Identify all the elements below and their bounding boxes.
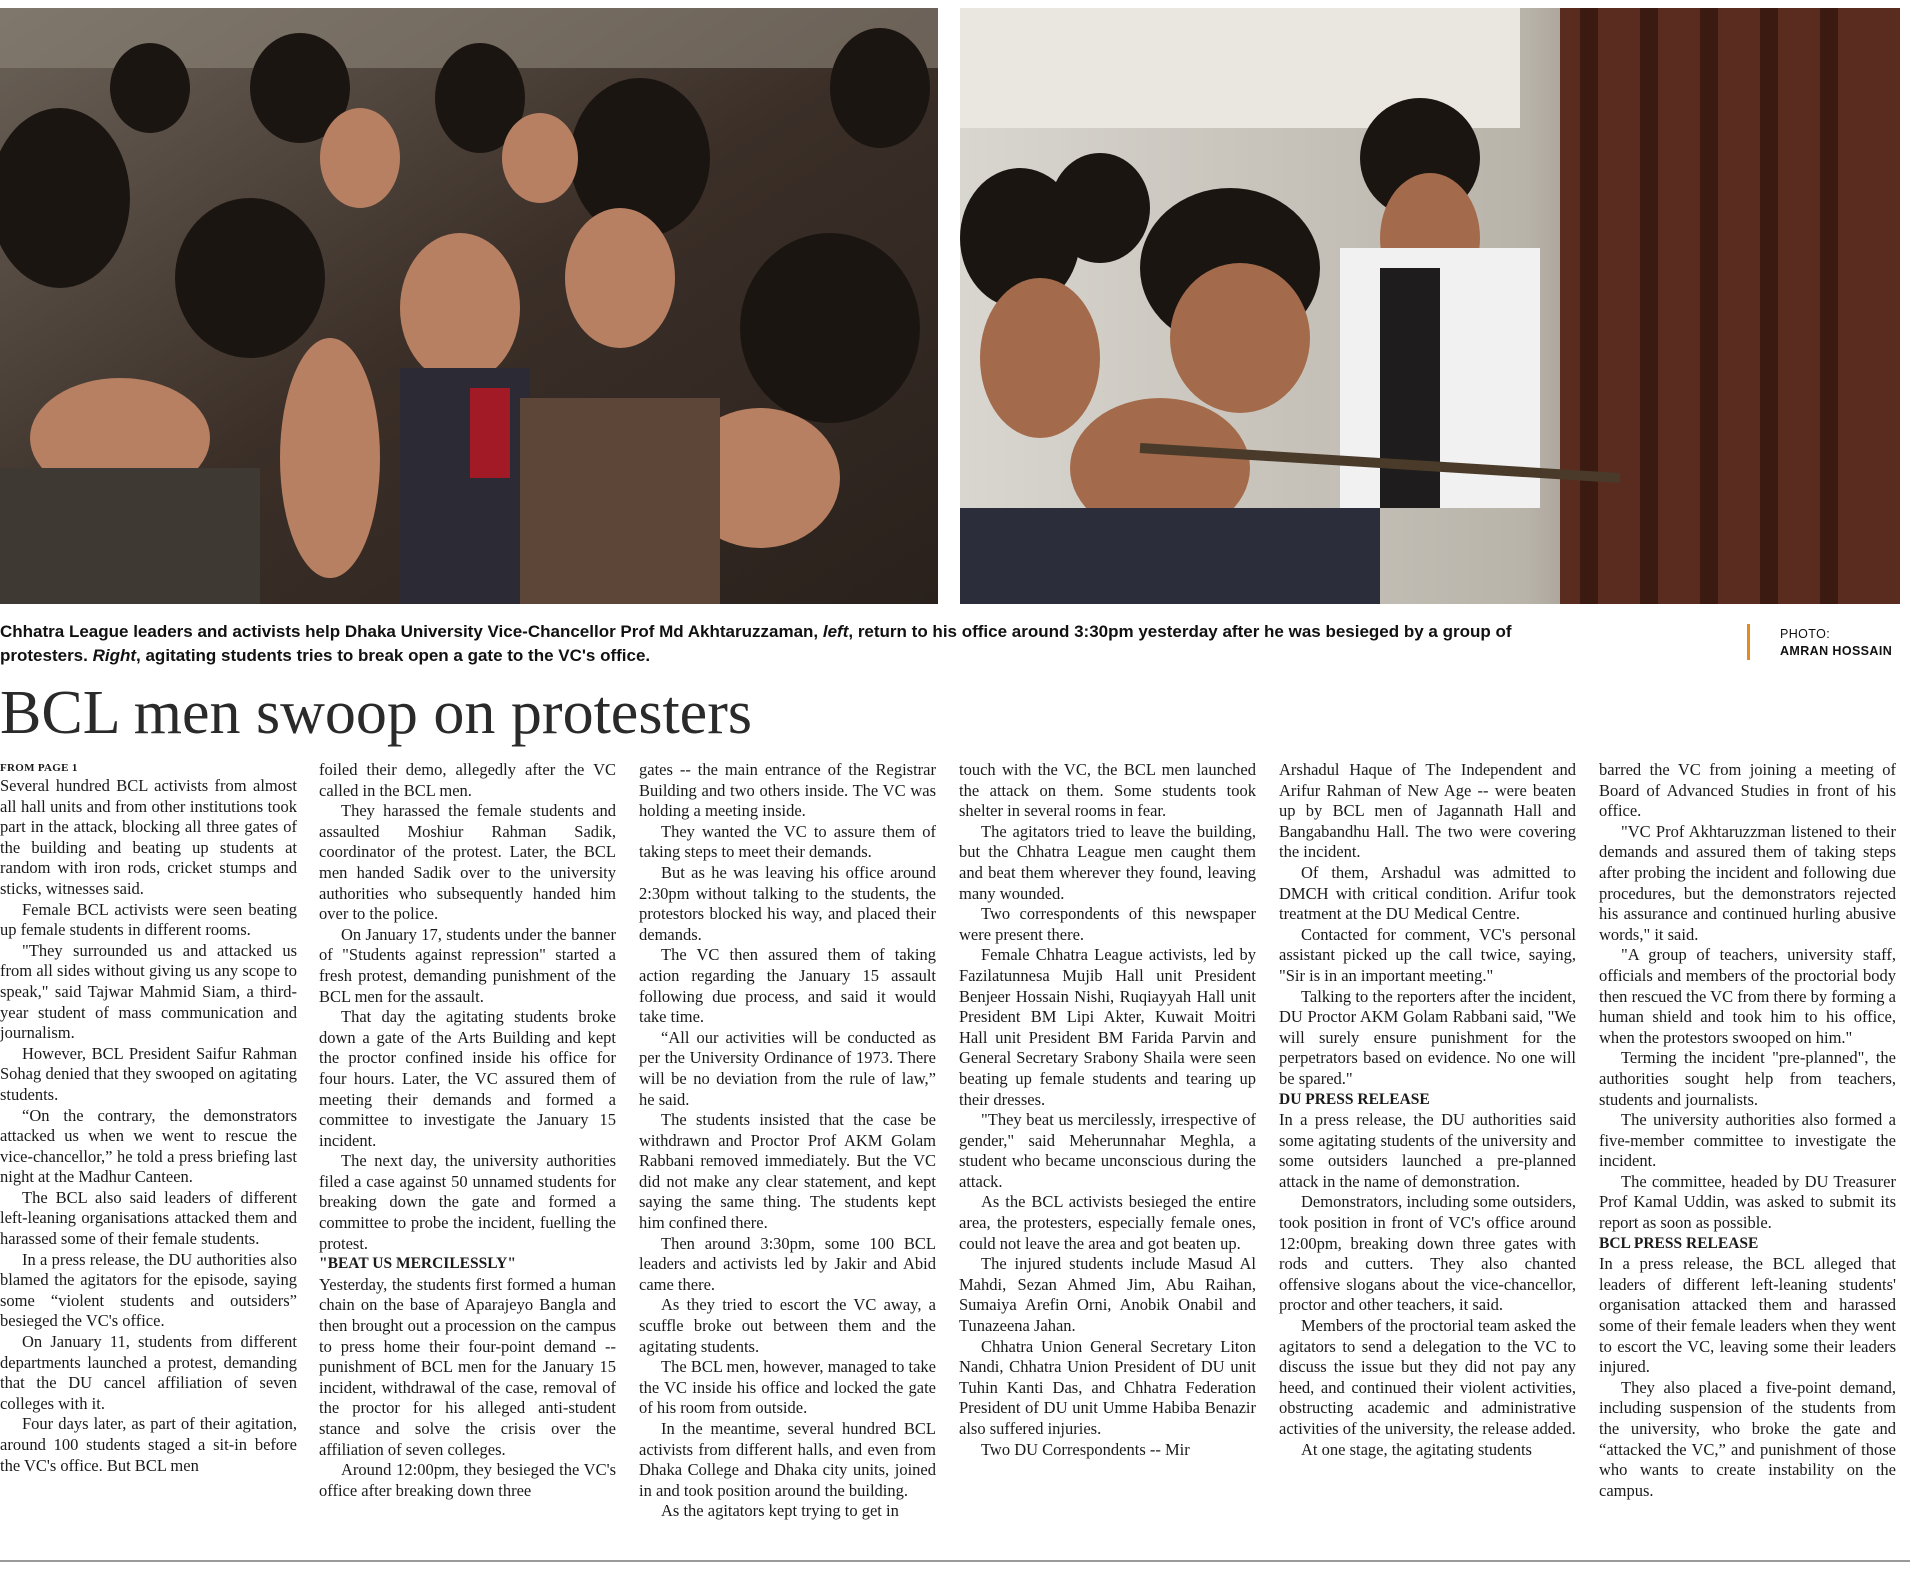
paragraph: Two DU Correspondents -- Mir — [981, 1439, 1190, 1459]
article-column-2 — [319, 760, 616, 1550]
paragraph: "They surrounded us and attacked us from all sides without giving us any scope to speak," said Tajwar Mahmid Siam, a third-year student of mass communication and journalism. — [0, 940, 297, 1043]
paragraph: In a press release, the DU authorities said some agitating students of the university and some outsiders launched a pre-planned attack in the name of demonstration. — [1279, 1110, 1576, 1191]
paragraph: Around 12:00pm, they besieged the VC's office after breaking down three — [319, 1460, 616, 1500]
paragraph: The VC then assured them of taking action regarding the January 15 assault following due process, and said it would take time. — [639, 945, 936, 1027]
paragraph: Several hundred BCL activists from almost all hall units and from other institutions took part in the attack, blocking all three gates of the building and beating up students at random with iron rods, cricket stumps and sticks, witnesses said. — [0, 776, 297, 898]
paragraph: “On the contrary, the demonstrators attacked us when we went to rescue the vice-chancellor,” he told a press briefing last night at the Madhur Canteen. — [0, 1105, 297, 1187]
paragraph: But as he was leaving his office around 2:30pm without talking to the students, the protestors blocked his way, and placed their demands. — [639, 862, 936, 944]
paragraph: Female BCL activists were seen beating up female students in different rooms. — [0, 899, 297, 940]
paragraph: On January 11, students from different departments launched a protest, demanding that the DU cancel affiliation of seven colleges with it. — [0, 1332, 297, 1413]
caption-right-word: Right — [92, 646, 137, 665]
paragraph: The committee, headed by DU Treasurer Prof Kamal Uddin, was asked to submit its report as soon as possible. — [1599, 1171, 1896, 1233]
paragraph: The agitators tried to leave the building, but the Chhatra League men caught them and beat them wherever they found, leaving many wounded. — [959, 821, 1256, 903]
paragraph: "A group of teachers, university staff, officials and members of the proctorial body then rescued the VC from there by forming a human shield and took him to his office, when the protestors swooped on him." — [1599, 945, 1896, 1047]
paragraph: "They beat us mercilessly, irrespective of gender," said Meherunnahar Meghla, a student who became unconscious during the attack. — [959, 1110, 1256, 1191]
photo-right-students-breaking-gate — [960, 8, 1900, 604]
paragraph: Contacted for comment, VC's personal assistant picked up the call twice, saying, "Sir is in an important meeting." — [1279, 924, 1576, 985]
paragraph: Female Chhatra League activists, led by Fazilatunnesa Mujib Hall unit President Benjeer Hossain Nishi, Ruqiayyah Hall unit President BM Lipi Akter, Kuwait Moitri Hall unit President BM Farida Parvin and General Secretary Srabony Shaila were seen beating up female students and tearing up their dresses. — [959, 945, 1256, 1109]
paragraph: Yesterday, the students first formed a human chain on the base of Aparajeyo Bangla and then brought out a procession on the campus to press home their four-point demand -- punishment of BCL men for the January 15 incident, withdrawal of the case, removal of the proctor for his alleged anti-student stance and solve the crisis over the affiliation of seven colleges. — [319, 1274, 616, 1459]
bottom-rule — [0, 1560, 1910, 1562]
paragraph: They also placed a five-point demand, including suspension of the students from the university, who broke the gate and “attacked the VC,” and punishment of those who wants to create instability on the campus. — [1599, 1377, 1896, 1500]
credit-accent-bar — [1747, 624, 1750, 660]
paragraph: Demonstrators, including some outsiders, took position in front of VC's office around 12:00pm, breaking down three gates with rods and cutters. They also chanted offensive slogans about the vice-chancellor, proctor and other teachers, it said. — [1279, 1192, 1576, 1315]
paragraph: Chhatra Union General Secretary Liton Nandi, Chhatra Union President of DU unit Tuhin Kanti Das, and Chhatra Federation President of DU unit Umme Habiba Benazir also suffered injuries. — [959, 1336, 1256, 1438]
paragraph: At one stage, the agitating students — [1301, 1439, 1532, 1459]
paragraph: Then around 3:30pm, some 100 BCL leaders and activists led by Jakir and Abid came there. — [639, 1233, 936, 1294]
kicker: FROM PAGE 1 — [0, 762, 78, 774]
paragraph: “All our activities will be conducted as per the University Ordinance of 1973. There will be no deviation from the rule of law,” he said. — [639, 1027, 936, 1109]
credit-name: AMRAN HOSSAIN — [1780, 644, 1893, 658]
paragraph: They wanted the VC to assure them of taking steps to meet their demands. — [639, 821, 936, 862]
paragraph: The students insisted that the case be withdrawn and Proctor Prof AKM Golam Rabbani removed immediately. But the VC did not make any clear statement, and kept saying the same thing. The students kept him confined there. — [639, 1110, 936, 1233]
paragraph: That day the agitating students broke down a gate of the Arts Building and kept the proctor confined inside his office for four hours. Later, the VC assured them of meeting their demands and formed a committee to investigate the January 15 incident. — [319, 1007, 616, 1150]
article-column-4 — [959, 760, 1256, 1550]
paragraph: The next day, the university authorities filed a case against 50 unnamed students for breaking down the gate and formed a committee to probe the incident, fuelling the protest. — [319, 1151, 616, 1253]
article-column-1 — [0, 760, 297, 1550]
paragraph: gates -- the main entrance of the Registrar Building and two others inside. The VC was holding a meeting inside. — [639, 760, 936, 821]
paragraph: Talking to the reporters after the incident, DU Proctor AKM Golam Rabbani said, "We will surely ensure punishment for the perpetrators based on evidence. No one will be spared." — [1279, 986, 1576, 1088]
paragraph: They harassed the female students and assaulted Moshiur Rahman Sadik, coordinator of the protest. Later, the BCL men handed Sadik over to the university authorities who subsequently handed him over to the police. — [319, 801, 616, 924]
subheading-du-press-release: DU PRESS RELEASE — [1279, 1090, 1430, 1108]
paragraph: However, BCL President Saifur Rahman Sohag denied that they swooped on agitating students. — [0, 1043, 297, 1104]
paragraph: As they tried to escort the VC away, a scuffle broke out between them and the agitating students. — [639, 1295, 936, 1356]
paragraph: As the BCL activists besieged the entire area, the protesters, especially female ones, could not leave the area and got beaten up. — [959, 1192, 1256, 1253]
caption-left-word: left — [822, 622, 849, 641]
credit-label: PHOTO: — [1780, 627, 1831, 641]
paragraph: The BCL men, however, managed to take the VC inside his office and locked the gate of his room from outside. — [639, 1357, 936, 1418]
paragraph: Members of the proctorial team asked the agitators to send a delegation to the VC to discuss the issue but they did not pay any heed, and continued their violent activities, obstructing academic and administrative activities of the university, the release added. — [1279, 1316, 1576, 1438]
subheading-bcl-press-release: BCL PRESS RELEASE — [1599, 1234, 1759, 1252]
paragraph: In a press release, the BCL alleged that leaders of different left-leaning students' organisation attacked them and harassed some of their female leaders when they went to escort the VC, leaving some their leaders injured. — [1599, 1254, 1896, 1377]
paragraph: barred the VC from joining a meeting of Board of Advanced Studies in front of his office. — [1599, 760, 1896, 821]
article-column-5 — [1279, 760, 1576, 1550]
subheading-beat-us-mercilessly: "BEAT US MERCILESSLY" — [319, 1255, 516, 1273]
paragraph: The university authorities also formed a five-member committee to investigate the incident. — [1599, 1110, 1896, 1171]
paragraph: In a press release, the DU authorities also blamed the agitators for the episode, saying some “violent students and outsiders” besieged the VC's office. — [0, 1249, 297, 1331]
paragraph: Four days later, as part of their agitation, around 100 students staged a sit-in before the VC's office. But BCL men — [0, 1414, 297, 1475]
headline: BCL men swoop on protesters — [0, 679, 752, 747]
paragraph: On January 17, students under the banner of "Students against repression" started a fresh protest, demanding punishment of the BCL men for the assault. — [319, 924, 616, 1006]
caption-text-3: , agitating students tries to break open a gate to the VC's office. — [136, 646, 651, 665]
article-column-3 — [639, 760, 936, 1550]
paragraph: "VC Prof Akhtaruzzman listened to their demands and assured them of taking steps after probing the incident and following due procedures, but the demonstrators rejected his assurance and continued hurling abusive words," it said. — [1599, 821, 1896, 944]
paragraph: The injured students include Masud Al Mahdi, Sezan Ahmed Jim, Abu Raihan, Sumaiya Arefin Orni, Anobik Onabil and Tunazeena Jahan. — [959, 1254, 1256, 1336]
paragraph: The BCL also said leaders of different left-leaning organisations attacked them and harassed some of their female students. — [0, 1187, 297, 1249]
paragraph: Of them, Arshadul was admitted to DMCH with critical condition. Arifur took treatment at the DU Medical Centre. — [1279, 862, 1576, 924]
caption-text-1: Chhatra League leaders and activists help Dhaka University Vice-Chancellor Prof Md Akhtaruzzaman, — [0, 622, 823, 641]
paragraph: In the meantime, several hundred BCL activists from different halls, and even from Dhaka College and Dhaka city units, joined in and took position around the building. — [639, 1419, 936, 1500]
photo-credit — [1780, 626, 1892, 660]
paragraph: Arshadul Haque of The Independent and Arifur Rahman of New Age -- were beaten up by BCL men of Jagannath Hall and Bangabandhu Hall. The two were covering the incident. — [1279, 760, 1576, 862]
caption-text-2: , return to his office around 3:30pm yesterday after he was besieged by a group of protesters. — [0, 622, 1512, 665]
paragraph: touch with the VC, the BCL men launched the attack on them. Some students took shelter in several rooms in fear. — [959, 760, 1256, 821]
photo-left-vc-escorted — [0, 8, 938, 604]
photo-caption — [0, 620, 1540, 668]
paragraph: As the agitators kept trying to get in — [661, 1501, 899, 1521]
article-column-6 — [1599, 760, 1896, 1550]
paragraph: Terming the incident "pre-planned", the authorities sought help from teachers, students and journalists. — [1599, 1048, 1896, 1109]
paragraph: Two correspondents of this newspaper were present there. — [959, 904, 1256, 944]
paragraph: foiled their demo, allegedly after the VC called in the BCL men. — [319, 760, 616, 800]
